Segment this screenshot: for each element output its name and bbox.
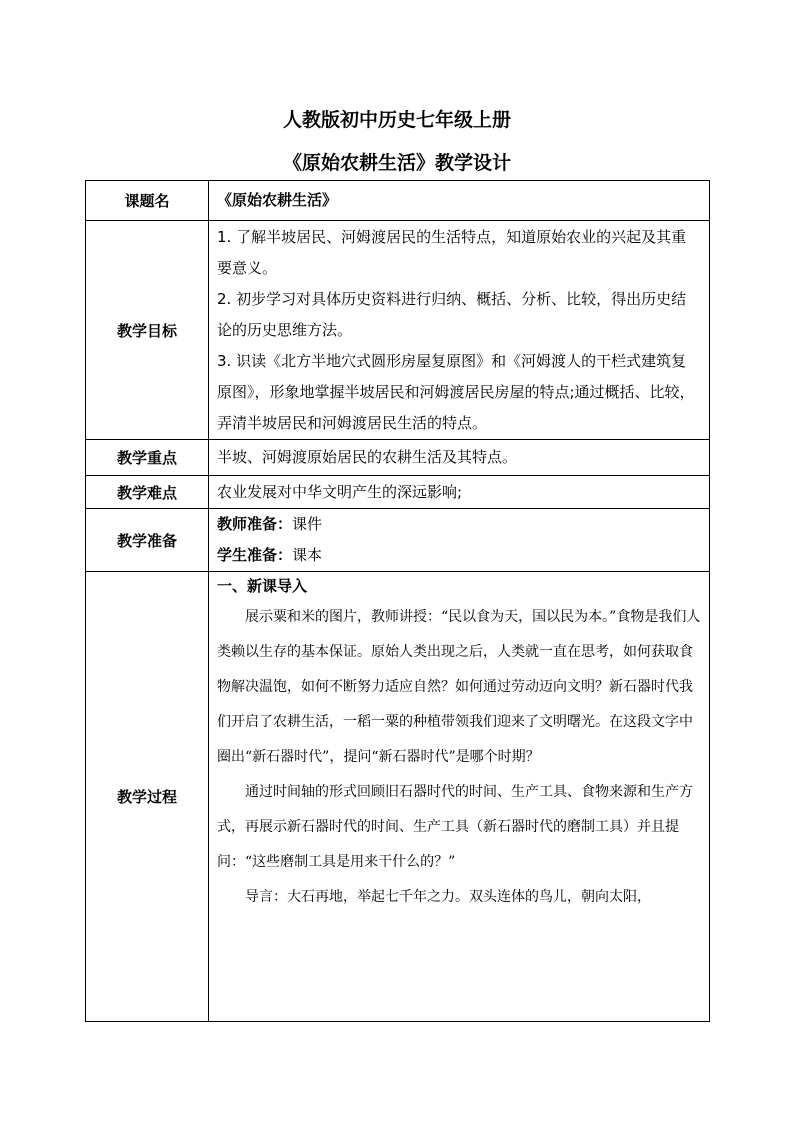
process-paragraph: 通过时间轴的形式回顾旧石器时代的时间、生产工具、食物来源和生产方式，再展示新石器时代的时间、生产工具（新石器时代的磨制工具）并且提问：“这些磨制工具是用来干什么的？” [217, 784, 693, 870]
process-paragraph: 展示粟和米的图片，教师讲授：“民以食为天，国以民为本。”食物是我们人类赖以生存的基本保证。原始人类出现之后，人类就一直在思考，如何获取食物解决温饱，如何不断努力适应自然？如何通过劳动迈向文明？新石器时代我们开启了农耕生活，一稻一粟的种植带领我们迎来了文明曙光。在这段文字中圈出“新石器时代”，提问“新石器时代”是哪个时期？ [217, 609, 701, 765]
topic-value: 《原始农耕生活》 [209, 181, 710, 221]
student-preparation [217, 540, 701, 571]
teacher-preparation-value: 课件 [292, 515, 323, 533]
section-heading: 一、新课导入 [217, 577, 308, 595]
difficulties-value: 农业发展对中华文明产生的深远影响; [209, 476, 710, 509]
goal-item: 2. 初步学习对具体历史资料进行归纳、概括、分析、比较，得出历史结论的历史思维方法。 [217, 289, 687, 339]
topic-label: 课题名 [86, 181, 209, 221]
goal-item: 1. 了解半坡居民、河姆渡居民的生活特点，知道原始农业的兴起及其重要意义。 [217, 227, 687, 277]
lesson-plan-table [85, 180, 710, 1022]
student-preparation-value: 课本 [292, 546, 323, 564]
table-row-topic [86, 181, 710, 221]
student-preparation-label: 学生准备： [217, 546, 293, 564]
table-row-goals [86, 221, 710, 440]
process-content [209, 572, 710, 1022]
teacher-preparation-label: 教师准备： [217, 515, 293, 533]
table-row-difficulties [86, 476, 710, 509]
key-points-label: 教学重点 [86, 440, 209, 476]
teacher-preparation [217, 509, 701, 540]
goal-item: 3. 识读《北方半地穴式圆形房屋复原图》和《河姆渡人的干栏式建筑复原图》，形象地掌握半坡居民和河姆渡居民房屋的特点;通过概括、比较，弄清半坡居民和河姆渡居民生活的特点。 [217, 351, 695, 432]
goals-content [209, 221, 710, 440]
preparation-label: 教学准备 [86, 509, 209, 572]
process-label: 教学过程 [86, 572, 209, 1022]
table-row-process [86, 572, 710, 1022]
preparation-content [209, 509, 710, 572]
process-paragraph: 导言：大石再地，举起七千年之力。双头连体的鸟儿，朝向太阳， [245, 889, 651, 905]
difficulties-label: 教学难点 [86, 476, 209, 509]
table-row-key-points [86, 440, 710, 476]
document-title: 人教版初中历史七年级上册 [282, 109, 511, 131]
goals-label: 教学目标 [86, 221, 209, 440]
table-row-preparation [86, 509, 710, 572]
key-points-value: 半坡、河姆渡原始居民的农耕生活及其特点。 [209, 440, 710, 476]
document-subtitle: 《原始农耕生活》教学设计 [282, 152, 511, 174]
